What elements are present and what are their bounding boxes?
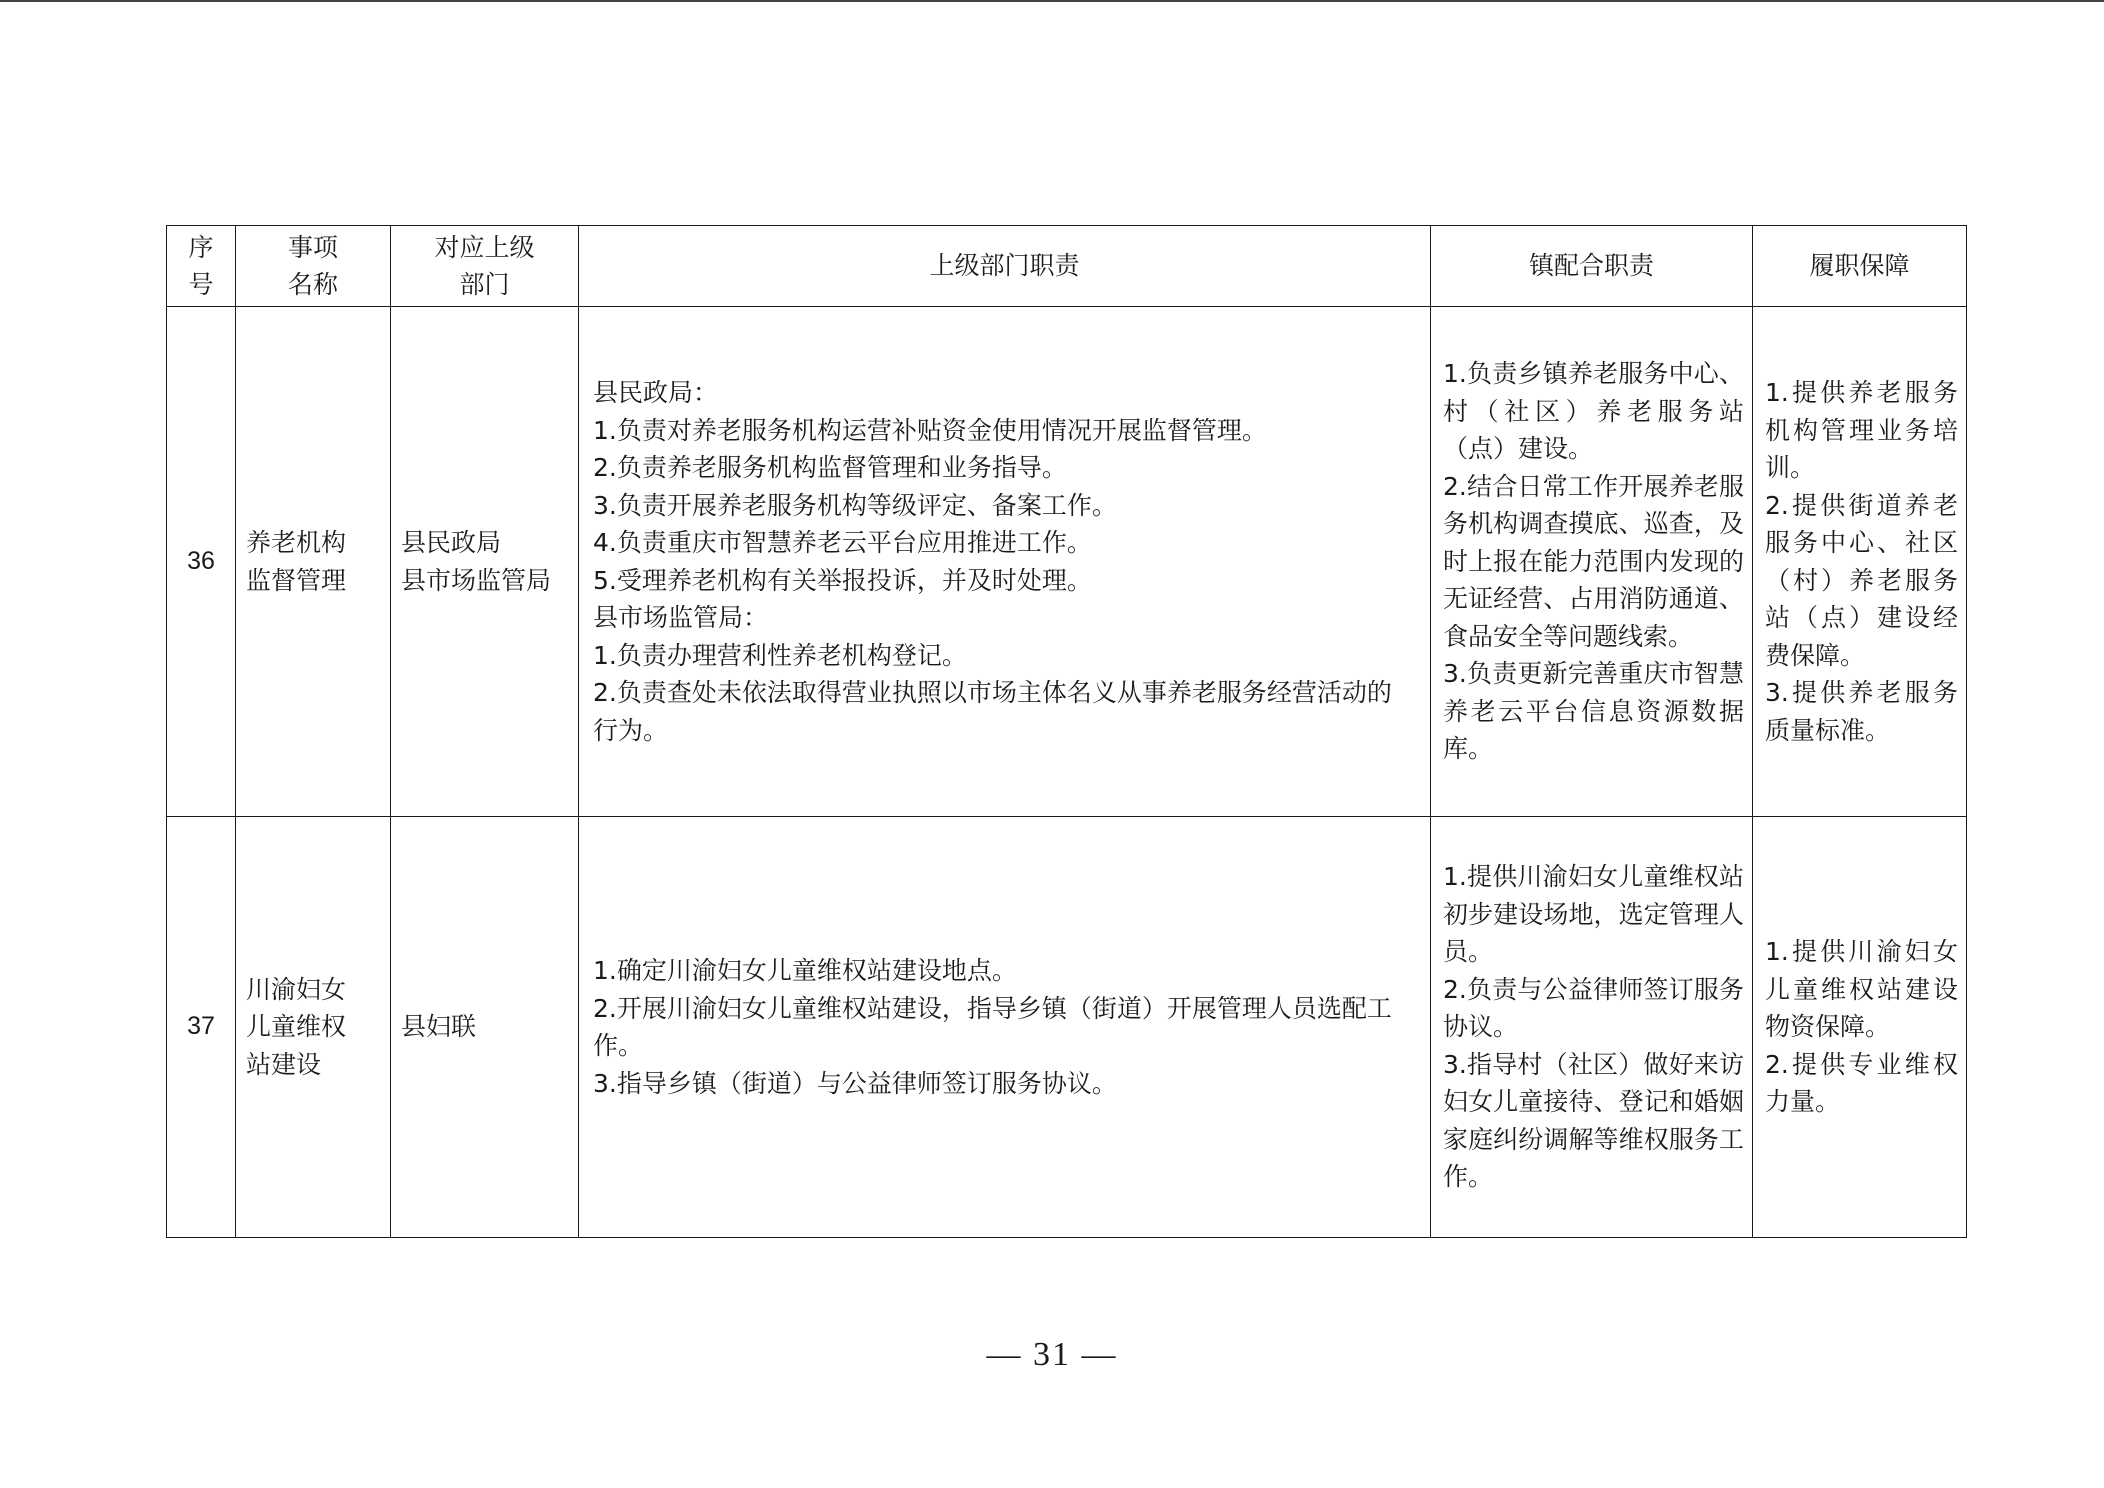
header-performance-guarantee: 履职保障 (1753, 226, 1967, 307)
item-name: 养老机构 监督管理 (236, 307, 391, 817)
item-name: 川渝妇女 儿童维权 站建设 (236, 817, 391, 1238)
corresponding-dept: 县民政局 县市场监管局 (391, 307, 579, 817)
header-corresponding-dept: 对应上级 部门 (391, 226, 579, 307)
header-item-name: 事项 名称 (236, 226, 391, 307)
page-number: — 31 — (986, 1336, 1118, 1373)
responsibility-table (166, 225, 1967, 1238)
upper-dept-duties: 1.确定川渝妇女儿童维权站建设地点。 2.开展川渝妇女儿童维权站建设，指导乡镇（街道）开展管理人员选配工作。 3.指导乡镇（街道）与公益律师签订服务协议。 (579, 817, 1431, 1238)
row-number: 36 (167, 307, 236, 817)
table-row (167, 307, 1967, 817)
upper-dept-duties: 县民政局： 1.负责对养老服务机构运营补贴资金使用情况开展监督管理。 2.负责养老服务机构监督管理和业务指导。 3.负责开展养老服务机构等级评定、备案工作。 4.负责重庆市智慧养老云平台应用推进工作。 5.受理养老机构有关举报投诉，并及时处理。 县市场监管局： 1.负责办理营利性养老机构登记。 2.负责查处未依法取得营业执照以市场主体名义从事养老服务经营活动的行为。 (579, 307, 1431, 817)
performance-guarantee: 1.提供养老服务机构管理业务培训。 2.提供街道养老服务中心、社区（村）养老服务站（点）建设经费保障。 3.提供养老服务质量标准。 (1753, 307, 1967, 817)
town-duties: 1.提供川渝妇女儿童维权站初步建设场地，选定管理人员。 2.负责与公益律师签订服务协议。 3.指导村（社区）做好来访妇女儿童接待、登记和婚姻家庭纠纷调解等维权服务工作。 (1431, 817, 1753, 1238)
page-frame-top-border (0, 0, 2104, 2)
table-row (167, 817, 1967, 1238)
town-duties: 1.负责乡镇养老服务中心、村（社区）养老服务站（点）建设。 2.结合日常工作开展养老服务机构调查摸底、巡查，及时上报在能力范围内发现的无证经营、占用消防通道、食品安全等问题线索。 3.负责更新完善重庆市智慧养老云平台信息资源数据库。 (1431, 307, 1753, 817)
header-upper-dept-duties: 上级部门职责 (579, 226, 1431, 307)
corresponding-dept: 县妇联 (391, 817, 579, 1238)
performance-guarantee: 1.提供川渝妇女儿童维权站建设物资保障。 2.提供专业维权力量。 (1753, 817, 1967, 1238)
row-number: 37 (167, 817, 236, 1238)
header-town-duties: 镇配合职责 (1431, 226, 1753, 307)
header-no: 序 号 (167, 226, 236, 307)
table-header-row (167, 226, 1967, 307)
